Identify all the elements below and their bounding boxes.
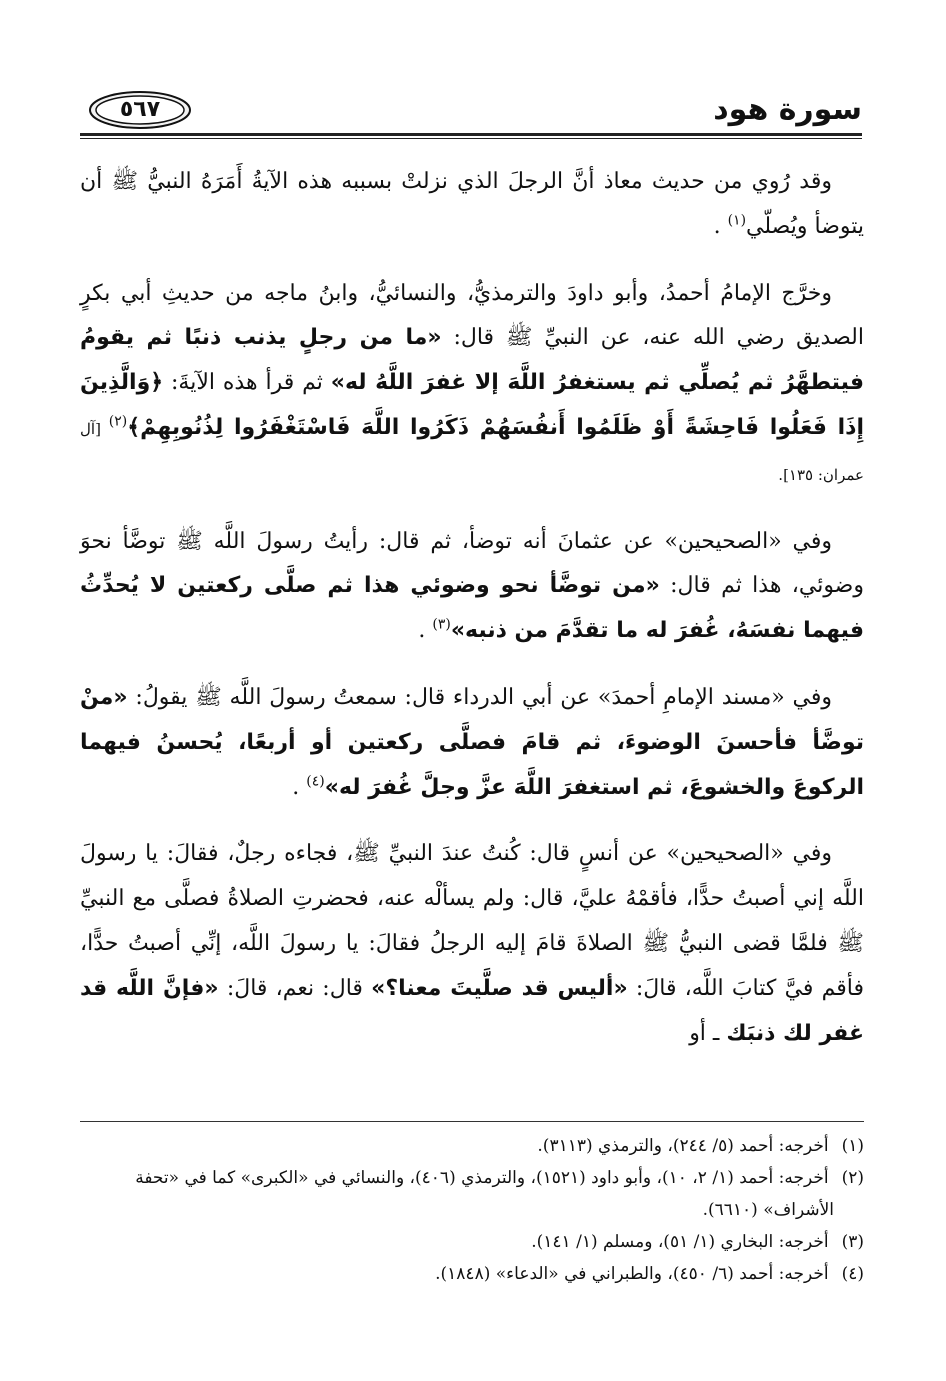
paragraph [80, 160, 864, 250]
text-run: قال: نعم، قالَ: [218, 975, 372, 1001]
text-run: . [292, 774, 307, 800]
header-rule [80, 133, 862, 136]
footnote-separator [80, 1121, 864, 1122]
text-run: . [418, 618, 433, 644]
text-run: وفي «مسند الإمامِ أحمدَ» عن أبي الدرداء قال: سمعتُ رسولَ اللَّه ﷺ يقولُ: [127, 684, 832, 710]
footnote-text: أخرجه: البخاري (١/ ٥١)، ومسلم (١/ ١٤١). [531, 1232, 834, 1252]
quoted-text: ﴿وَالَّذِينَ إِذَا فَعَلُوا فَاحِشَةً أَوْ ظَلَمُوا أَنفُسَهُمْ ذَكَرُوا اللَّهَ فَاسْتَغْفَرُوا لِذُنُوبِهِمْ﴾ [80, 370, 865, 440]
footnote-text: أخرجه: أحمد (٥/ ٢٤٤)، والترمذي (٣١١٣). [537, 1136, 834, 1156]
header-rule-thin [80, 138, 862, 139]
page-header [80, 88, 862, 134]
main-text [80, 160, 864, 1078]
footnote-number: (١) [841, 1136, 864, 1156]
text-run: . [713, 213, 728, 239]
footnote-number: (٣) [841, 1232, 864, 1252]
text-run: ثم قرأ هذه الآيةَ: [163, 370, 331, 396]
paragraph [80, 676, 864, 810]
quoted-text: «ما من رجلٍ يذنب ذنبًا ثم يقومُ فيتطهَّرُ ثم يُصلِّي ثم يستغفرُ اللَّهَ إلا غفرَ اللَّهُ له» [80, 325, 864, 396]
footnotes [80, 1130, 864, 1290]
page-number: ٥٦٧ [119, 97, 161, 122]
footnote-number: (٤) [841, 1264, 864, 1284]
footnote [80, 1258, 864, 1290]
footnote-text: أخرجه: أحمد (٦/ ٤٥٠)، والطبراني في «الدعاء» (١٨٤٨). [435, 1264, 834, 1284]
footnote-text: أخرجه: أحمد (١/ ٢، ١٠)، وأبو داود (١٥٢١)، والترمذي (٤٠٦)، والنسائي في «الكبرى» كما في «تحفة الأشراف» (٦٦١٠). [135, 1168, 834, 1220]
footnote-ref: (٢) [108, 413, 128, 430]
paragraph [80, 832, 864, 1056]
surah-title: سورة هود [713, 92, 862, 127]
paragraph [80, 272, 864, 498]
footnote-ref: (٤) [306, 773, 325, 790]
quoted-text: «فإنَّ اللَّه قد غفر لك ذنبَك [80, 975, 864, 1046]
text-run: وخرَّج الإمامُ أحمدُ، وأبو داودَ والترمذيُّ، والنسائيُّ، وابنُ ماجه من حديثِ أبي بكرٍ الصديق رضي الله عنه، عن النبيِّ ﷺ قال: [80, 280, 864, 351]
paragraph [80, 520, 864, 654]
footnote-ref: (٣) [432, 616, 451, 633]
text-run: ـ أو [689, 1020, 727, 1046]
text-run: وقد رُوي من حديث معاذ أنَّ الرجلَ الذي نزلتْ بسببه هذه الآيةُ أَمَرَهُ النبيُّ ﷺ أن يتوضأ ويُصلّي [80, 169, 864, 239]
text-run: [آل عمران: ١٣٥]. [80, 419, 864, 484]
footnote [80, 1162, 864, 1226]
text-run: وفي «الصحيحين» عن عثمانَ أنه توضأ، ثم قال: رأيتُ رسولَ اللَّه ﷺ توضَّأ نحوَ وضوئي، هذا ثم قال: [80, 528, 864, 599]
footnote-ref: (١) [727, 212, 747, 229]
quoted-text: «من توضَّأ نحو وضوئي هذا ثم صلَّى ركعتين لا يُحدِّثُ فيهما نفسَهُ، غُفرَ له ما تقدَّمَ من ذنبه» [80, 573, 864, 644]
quoted-text: «منْ توضَّأ فأحسنَ الوضوءَ، ثم قامَ فصلَّى ركعتين أو أربعًا، يُحسنُ فيهما الركوعَ والخشوعَ، ثم استغفرَ اللَّهَ عزَّ وجلَّ غُفرَ له» [80, 684, 864, 800]
footnote-number: (٢) [841, 1168, 864, 1188]
footnote [80, 1130, 864, 1162]
footnote [80, 1226, 864, 1258]
text-run: وفي «الصحيحين» عن أنسٍ قال: كُنتُ عندَ النبيِّ ﷺ، فجاءه رجلٌ، فقالَ: يا رسولَ اللَّه إني أصبتُ حدًّا، فأقمْهُ عليَّ، قال: ولم يسألْه عنه، فحضرتِ الصلاةُ فصلَّى مع النبيِّ ﷺ فلمَّا قضى النبيُّ ﷺ الصلاةَ قامَ إليه الرجلُ فقالَ: يا رسولَ اللَّه، إنِّي أصبتُ حدًّا، فأقم فيَّ كتابَ اللَّه، قالَ: [80, 841, 864, 1001]
quoted-text: «أليس قد صلَّيتَ معنا؟» [371, 975, 628, 1001]
page-number-badge [88, 90, 192, 130]
